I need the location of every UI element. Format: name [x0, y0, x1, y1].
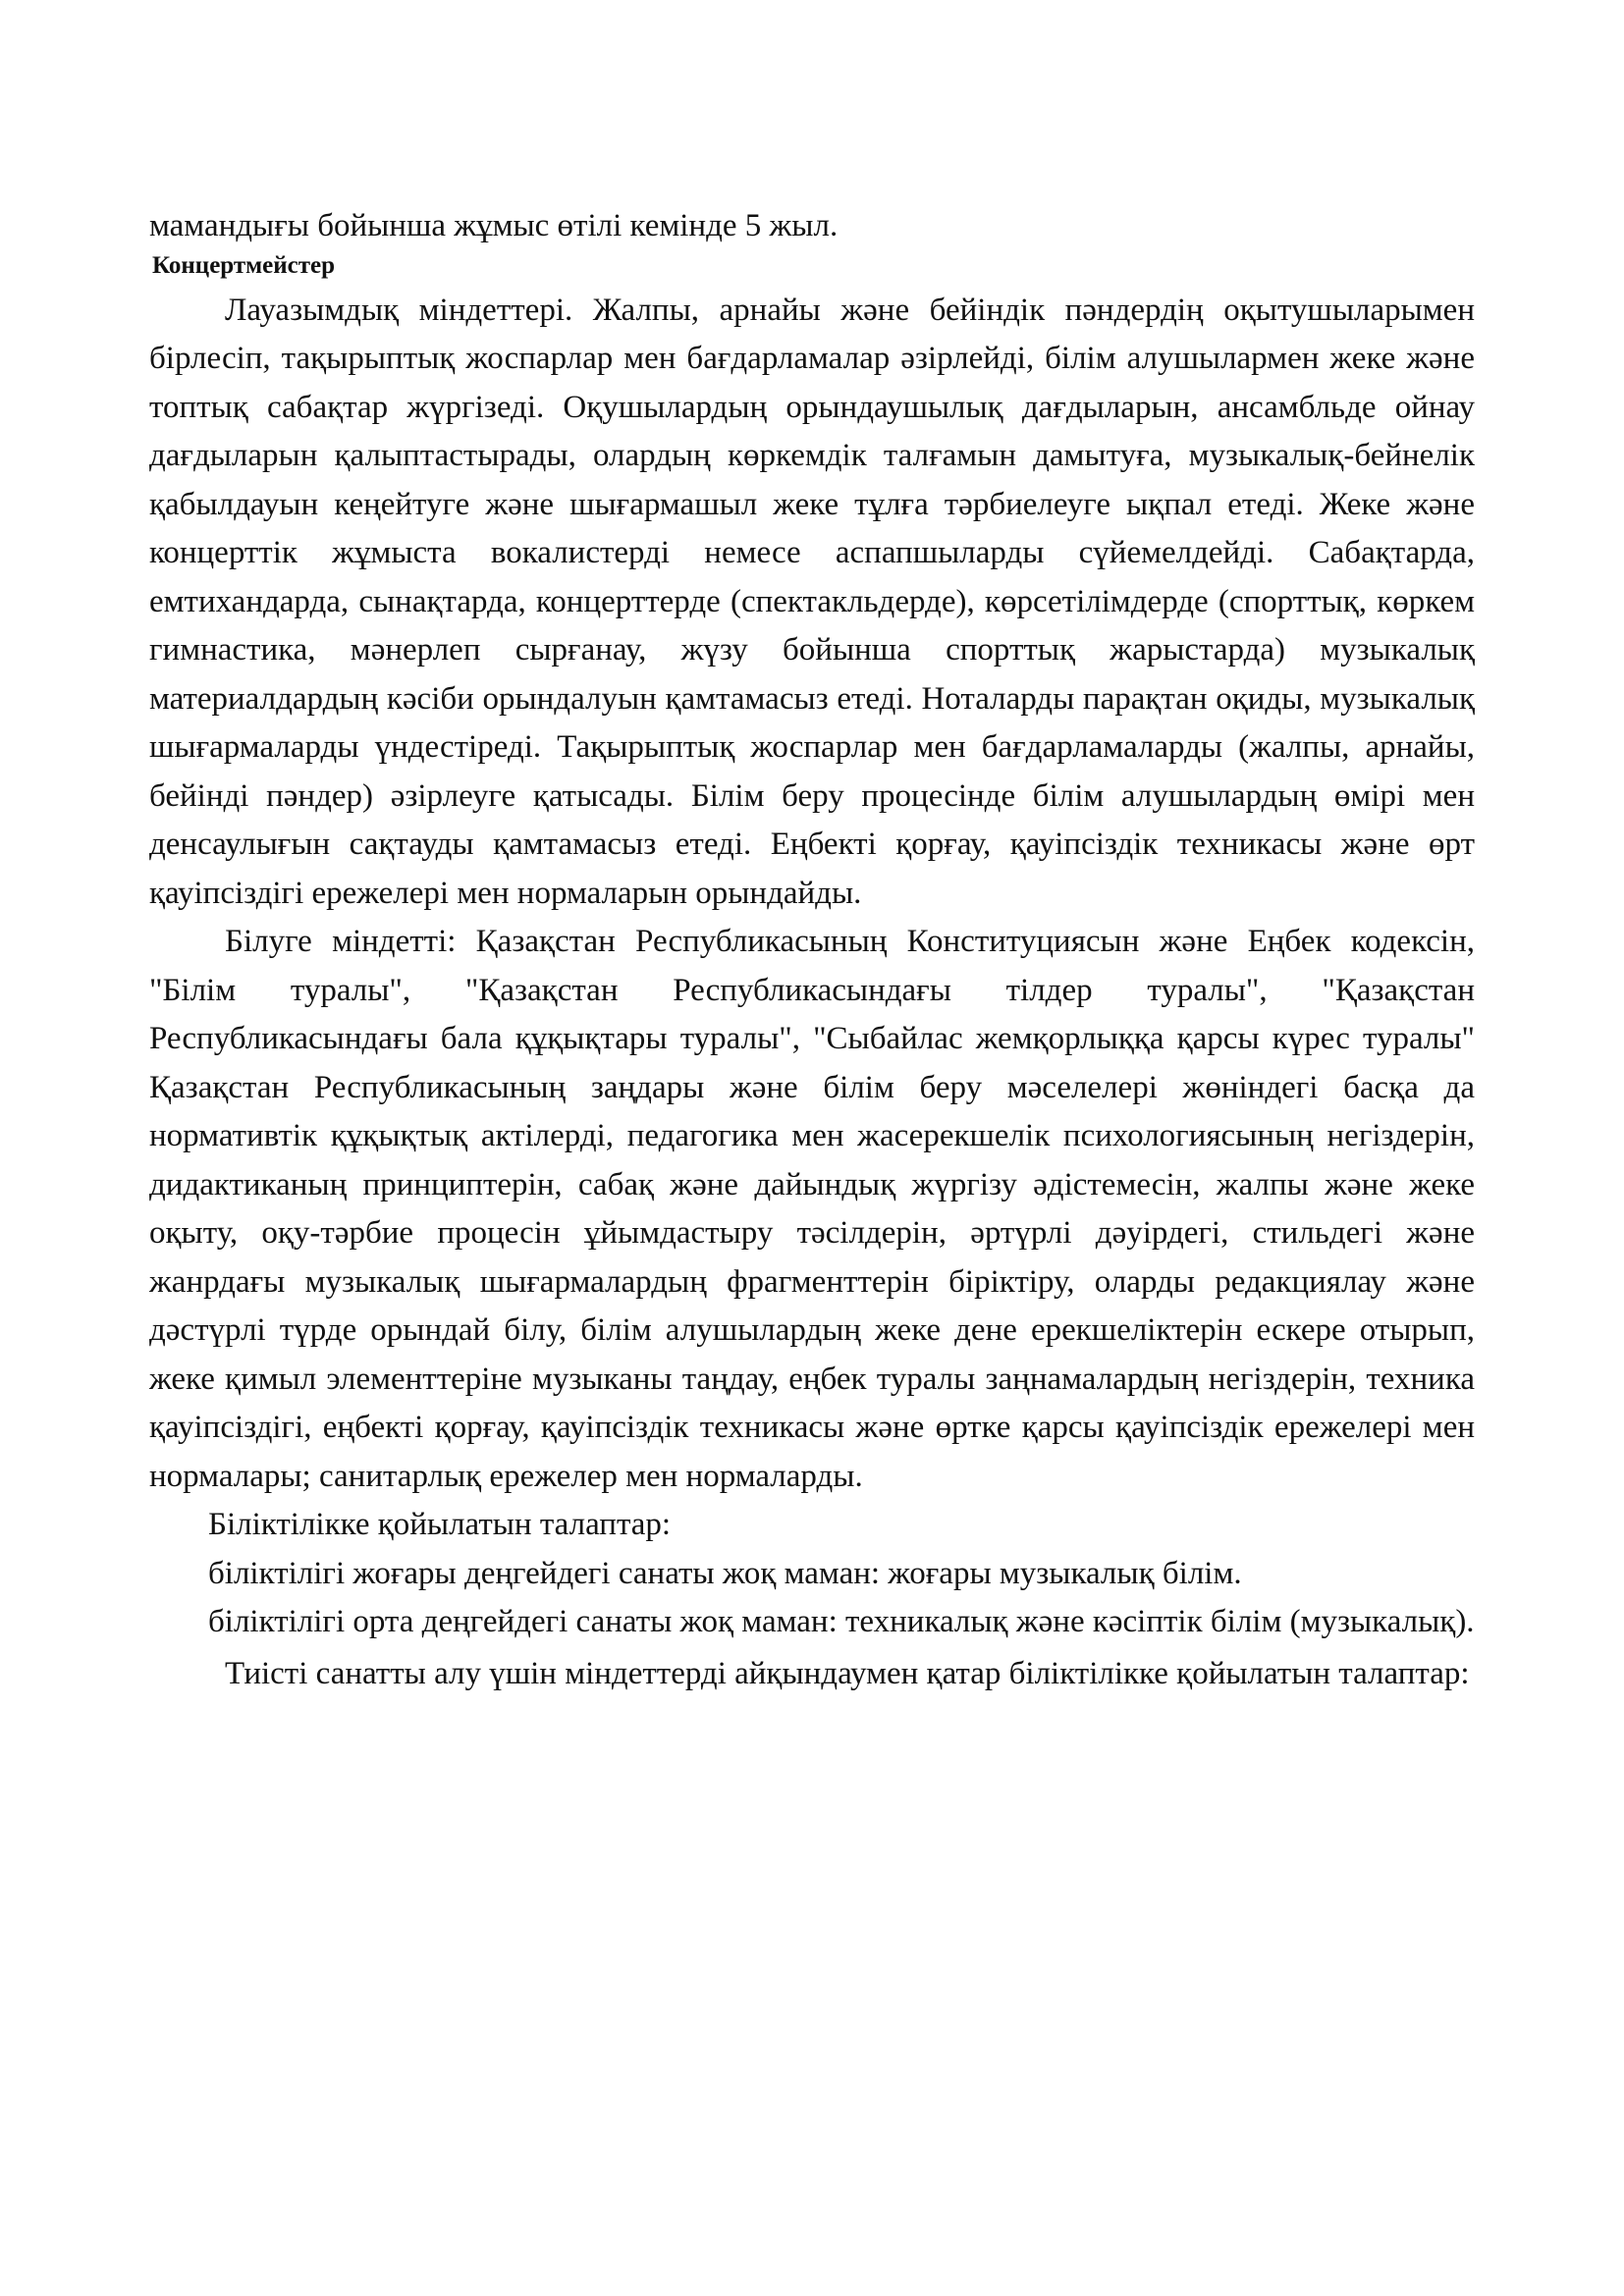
- duties-paragraph: Лауазымдық міндеттері. Жалпы, арнайы және бейіндік пәндердің оқытушыларымен бірлесіп, тақырыптық жоспарлар мен бағдарламалар әзірлейді, білім алушылармен жеке және топтық сабақтар жүргізеді. Оқушылардың орындаушылық дағдыларын, ансамбльде ойнау дағдыларын қалыптастырады, олардың көркемдік талғамын дамытуға, музыкалық-бейнелік қабылдауын кеңейтуге және шығармашыл жеке тұлға тәрбиелеуге ықпал етеді. Жеке және концерттік жұмыста вокалистерді немесе аспапшыларды сүйемелдейді. Сабақтарда, емтихандарда, сынақтарда, концерттерде (спектакльдерде), көрсетілімдерде (спорттық, көркем гимнастика, мәнерлеп сырғанау, жүзу бойынша спорттық жарыстарда) музыкалық материалдардың кәсіби орындалуын қамтамасыз етеді. Ноталарды парақтан оқиды, музыкалық шығармаларды үндестіреді. Тақырыптық жоспарлар мен бағдарламаларды (жалпы, арнайы, бейінді пәндер) әзірлеуге қатысады. Білім беру процесінде білім алушылардың өмірі мен денсаулығын сақтауды қамтамасыз етеді. Еңбекті қорғау, қауіпсіздік техникасы және өрт қауіпсіздігі ережелері мен нормаларын орындайды.: [149, 292, 1475, 911]
- lead-line: мамандығы бойынша жұмыс өтілі кемінде 5 жыл.: [149, 208, 839, 243]
- requirement-high-level: біліктілігі жоғары деңгейдегі санаты жоқ маман: жоғары музыкалық білім.: [208, 1555, 1242, 1591]
- knowledge-paragraph: Білуге міндетті: Қазақстан Республикасының Конституциясын және Еңбек кодексін, "Білім туралы", "Қазақстан Республикасындағы тілдер туралы", "Қазақстан Республикасындағы бала құқықтары туралы", "Сыбайлас жемқорлыққа қарсы күрес туралы" Қазақстан Республикасының заңдары және білім беру мәселелері жөніндегі басқа да нормативтік құқықтық актілерді, педагогика мен жасерекшелік психологиясының негіздерін, дидактиканың принциптерін, сабақ және дайындық жүргізу әдістемесін, жалпы және жеке оқыту, оқу-тәрбие процесін ұйымдастыру тәсілдерін, әртүрлі дәуірдегі, стильдегі және жанрдағы музыкалық шығармалардың фрагменттерін біріктіру, оларды редакциялау және дәстүрлі түрде орындай білу, білім алушылардың жеке дене ерекшеліктерін ескере отырып, жеке қимыл элементтеріне музыканы таңдау, еңбек туралы заңнамалардың негіздерін, техника қауіпсіздігі, еңбекті қорғау, қауіпсіздік техникасы және өртке қарсы қауіпсіздік ережелері мен нормалары; санитарлық ережелер мен нормаларды.: [149, 924, 1475, 1494]
- section-heading: Концертмейстер: [152, 251, 336, 279]
- requirements-heading: Біліктілікке қойылатын талаптар:: [208, 1507, 672, 1542]
- requirement-mid-level: біліктілігі орта деңгейдегі санаты жоқ маман: техникалық және кәсіптік білім (музыкалық).: [208, 1604, 1475, 1639]
- category-requirements-paragraph: Тиісті санатты алу үшін міндеттерді айқындаумен қатар біліктілікке қойылатын талаптар:: [225, 1655, 1470, 1691]
- document-page: [149, 202, 1475, 1698]
